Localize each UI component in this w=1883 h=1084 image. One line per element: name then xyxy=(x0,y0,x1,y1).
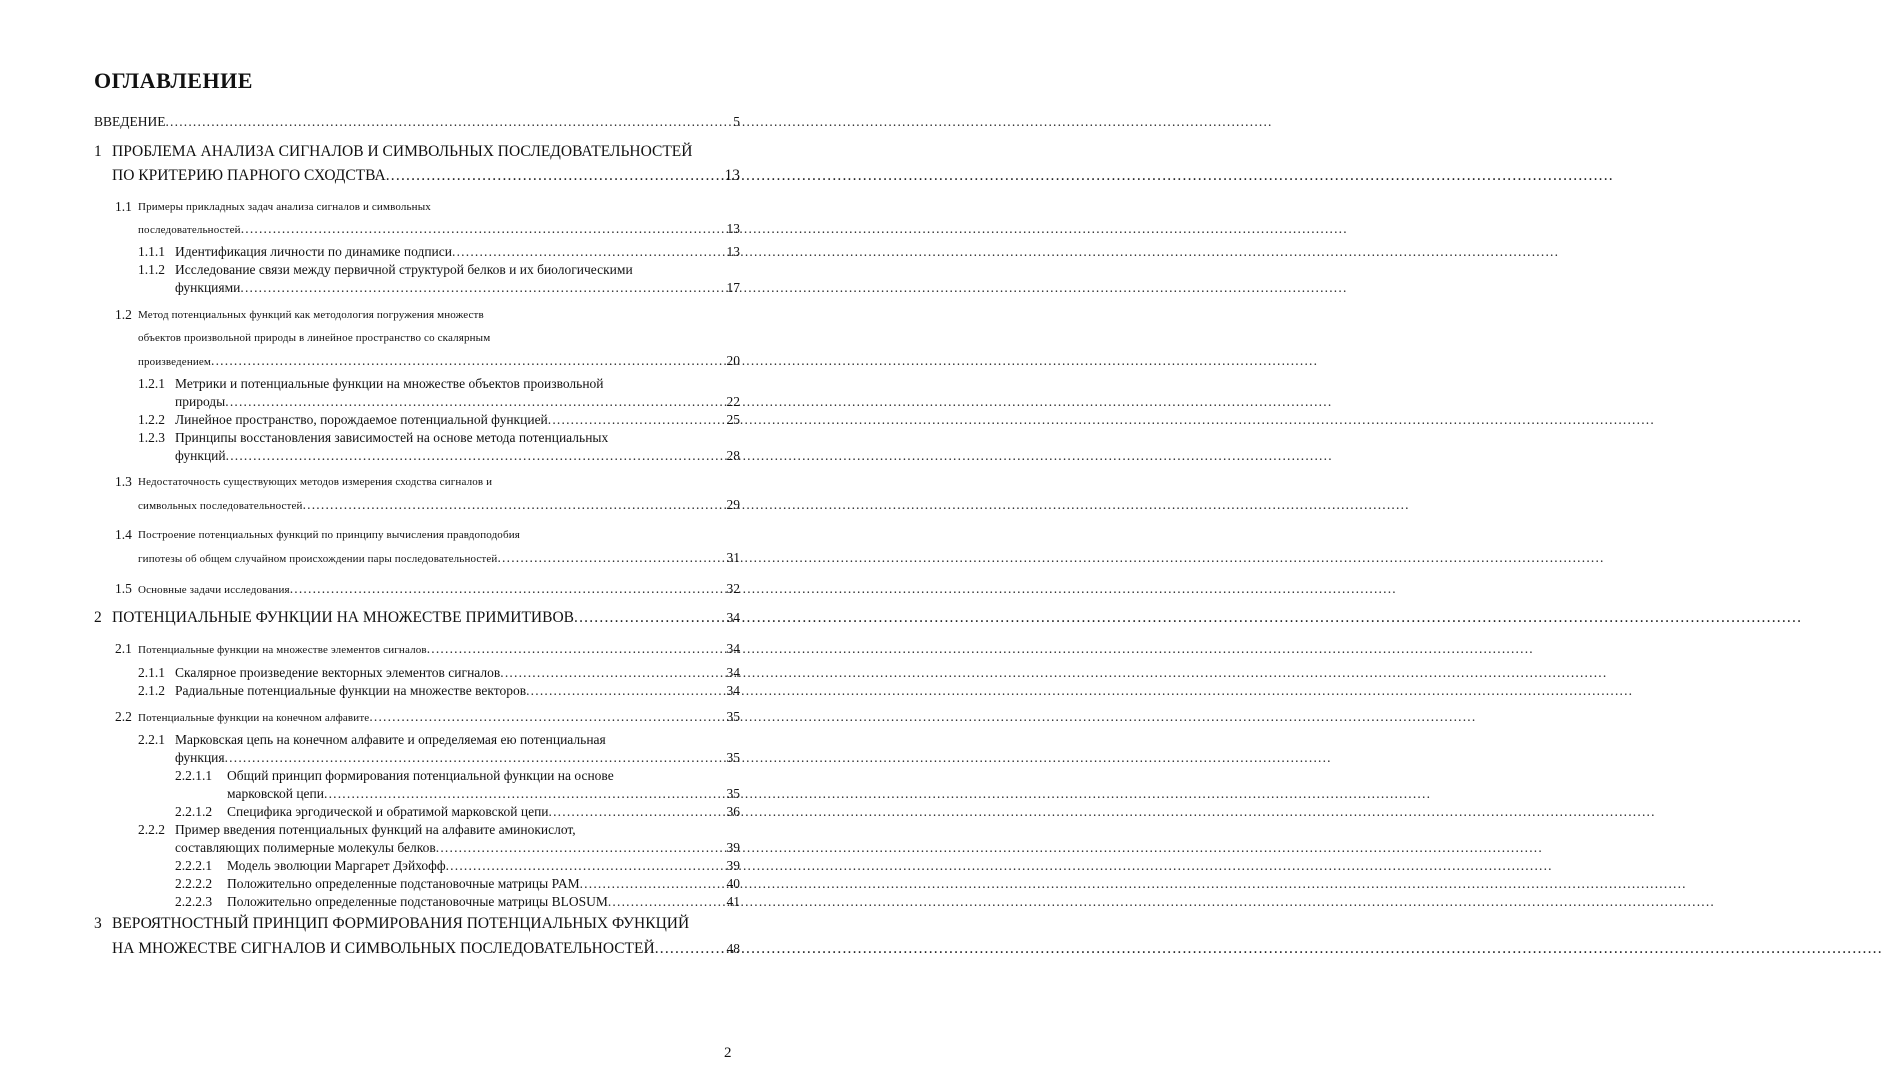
toc-chapter-number: 2 xyxy=(94,609,102,626)
toc-page-number: 48 xyxy=(726,941,740,956)
toc-page-number: 13 xyxy=(724,167,740,184)
toc-entry-2-1[interactable] xyxy=(115,640,740,659)
toc-entry-title: символьных последовательностей xyxy=(138,500,303,512)
toc-section-number: 1.4 xyxy=(115,527,132,542)
toc-subsection-title[interactable]: Марковская цепь на конечном алфавите и определяемая ею потенциальная xyxy=(175,732,606,747)
toc-entry-title: Положительно определенные подстановочные матрицы BLOSUM xyxy=(227,894,608,909)
toc-entry-2-2-2[interactable] xyxy=(175,839,740,857)
toc-page-number: 34 xyxy=(726,641,740,656)
toc-subsection-number: 2.1.1 xyxy=(138,665,165,680)
toc-entry-1-2-2[interactable] xyxy=(138,411,740,429)
toc-chapter-number: 1 xyxy=(94,143,102,160)
toc-entry-title: ВВЕДЕНИЕ xyxy=(94,114,166,129)
toc-entry-title: Скалярное произведение векторных элементов сигналов xyxy=(175,665,501,680)
toc-entry-title: составляющих полимерные молекулы белков xyxy=(175,840,436,855)
toc-entry-1-3[interactable] xyxy=(138,496,740,515)
leader-dots xyxy=(240,279,725,297)
toc-page-number: 40 xyxy=(726,876,740,891)
toc-page-number: 20 xyxy=(726,353,740,368)
toc-entry-title: Радиальные потенциальные функции на множестве векторов xyxy=(175,683,527,698)
toc-subsection-number: 2.1.2 xyxy=(138,683,165,698)
leader-dots xyxy=(497,549,725,567)
toc-entry-title: Специфика эргодической и обратимой марковской цепи xyxy=(227,804,549,819)
toc-chapter-number: 3 xyxy=(94,915,102,932)
toc-subsubsection-number: 2.2.1.2 xyxy=(175,804,213,819)
toc-entry-title: Основные задачи исследования xyxy=(138,584,290,596)
toc-chapter-title[interactable]: ПРОБЛЕМА АНАЛИЗА СИГНАЛОВ И СИМВОЛЬНЫХ ПОСЛЕДОВАТЕЛЬНОСТЕЙ xyxy=(112,143,693,160)
toc-subsection-title[interactable]: Исследование связи между первичной структурой белков и их биологическими xyxy=(175,262,633,277)
toc-page-number: 28 xyxy=(726,448,740,463)
toc-subsection-number: 1.2.1 xyxy=(138,376,165,391)
toc-page-number: 35 xyxy=(726,709,740,724)
toc-page-number: 5 xyxy=(733,114,740,129)
leader-dots xyxy=(655,940,726,958)
toc-section-number: 2.1 xyxy=(115,641,132,656)
toc-entry-1-5[interactable] xyxy=(115,580,740,599)
toc-subsection-title[interactable]: Метрики и потенциальные функции на множестве объектов произвольной xyxy=(175,376,604,391)
toc-entry-title: гипотезы об общем случайном происхождении пары последовательностей xyxy=(138,553,498,565)
toc-page-number: 13 xyxy=(726,244,740,259)
toc-entry-title: ПО КРИТЕРИЮ ПАРНОГО СХОДСТВА xyxy=(112,167,386,184)
toc-section-number: 1.5 xyxy=(115,581,132,596)
toc-entry-title: функциями xyxy=(175,280,241,295)
toc-entry-2-2-2-1[interactable] xyxy=(175,857,740,875)
toc-section-number: 1.3 xyxy=(115,474,132,489)
toc-entry-title: Потенциальные функции на множестве элементов сигналов xyxy=(138,644,427,656)
toc-subsection-number: 2.2.1 xyxy=(138,732,165,747)
toc-subsection-number: 1.1.1 xyxy=(138,244,165,259)
toc-page-number: 13 xyxy=(726,221,740,236)
leader-dots xyxy=(369,708,725,726)
leader-dots xyxy=(574,609,726,627)
leader-dots xyxy=(165,113,732,131)
leader-dots xyxy=(241,220,726,238)
leader-dots xyxy=(211,352,725,370)
leader-dots xyxy=(225,749,726,767)
leader-dots xyxy=(526,682,725,700)
toc-page-number: 39 xyxy=(726,840,740,855)
toc-entry-title: Идентификация личности по динамике подписи xyxy=(175,244,453,259)
toc-entry-title: функций xyxy=(175,448,226,463)
toc-entry-1-1-1[interactable] xyxy=(138,243,740,261)
toc-subsection-title[interactable]: Принципы восстановления зависимостей на основе метода потенциальных xyxy=(175,430,609,445)
leader-dots xyxy=(608,893,726,911)
toc-page-number: 34 xyxy=(726,610,740,625)
toc-section-title[interactable]: Построение потенциальных функций по принципу вычисления правдоподобия xyxy=(138,529,520,541)
toc-page-number: 35 xyxy=(726,750,740,765)
toc-entry-2-2-1[interactable] xyxy=(175,749,740,767)
toc-subsubsection-number: 2.2.2.3 xyxy=(175,894,213,909)
page-number: 2 xyxy=(724,1045,732,1061)
toc-subsection-number: 1.2.2 xyxy=(138,412,165,427)
toc-entry-title: марковской цепи xyxy=(227,786,324,801)
toc-subsection-title[interactable]: Пример введения потенциальных функций на алфавите аминокислот, xyxy=(175,822,576,837)
toc-page-number: 34 xyxy=(726,683,740,698)
toc-subsection-number: 2.2.2 xyxy=(138,822,165,837)
table-of-contents xyxy=(0,0,792,1084)
leader-dots xyxy=(548,411,726,429)
toc-entry-1-1-2[interactable] xyxy=(175,279,740,297)
toc-page-number: 32 xyxy=(726,581,740,596)
toc-entry-1[interactable] xyxy=(112,167,740,185)
toc-entry-3[interactable] xyxy=(112,940,740,958)
toc-entry-title: Потенциальные функции на конечном алфавите xyxy=(138,712,370,724)
leader-dots xyxy=(226,447,726,465)
toc-entry-1-1[interactable] xyxy=(138,220,740,239)
toc-entry-title: произведением xyxy=(138,356,212,368)
toc-entry-2-2-1-2[interactable] xyxy=(175,803,740,821)
leader-dots xyxy=(225,393,725,411)
toc-entry-2-1-1[interactable] xyxy=(138,664,740,682)
toc-subsubsection-title[interactable]: Общий принцип формирования потенциальной функции на основе xyxy=(227,768,614,783)
leader-dots xyxy=(446,857,726,875)
toc-section-title[interactable]: Недостаточность существующих методов измерения сходства сигналов и xyxy=(138,476,493,488)
toc-entry-1-4[interactable] xyxy=(138,549,740,568)
toc-subsubsection-number: 2.2.2.1 xyxy=(175,858,213,873)
toc-subsubsection-number: 2.2.1.1 xyxy=(175,768,213,783)
toc-entry-title: ПОТЕНЦИАЛЬНЫЕ ФУНКЦИИ НА МНОЖЕСТВЕ ПРИМИТИВОВ xyxy=(112,609,574,626)
toc-entry-title: Модель эволюции Маргарет Дэйхофф xyxy=(227,858,446,873)
toc-chapter-title[interactable]: ВЕРОЯТНОСТНЫЙ ПРИНЦИП ФОРМИРОВАНИЯ ПОТЕНЦИАЛЬНЫХ ФУНКЦИЙ xyxy=(112,915,690,932)
toc-entry-title: природы xyxy=(175,394,226,409)
toc-entry-2-2-2-2[interactable] xyxy=(175,875,740,893)
toc-entry-1-2[interactable] xyxy=(138,352,740,371)
toc-entry-2-2-1-1[interactable] xyxy=(227,785,740,803)
toc-entry-title: НА МНОЖЕСТВЕ СИГНАЛОВ И СИМВОЛЬНЫХ ПОСЛЕДОВАТЕЛЬНОСТЕЙ xyxy=(112,940,655,957)
toc-page-number: 34 xyxy=(726,665,740,680)
leader-dots xyxy=(436,839,726,857)
leader-dots xyxy=(290,580,726,598)
toc-entry-2[interactable] xyxy=(94,609,740,627)
leader-dots xyxy=(303,496,726,514)
toc-subsubsection-number: 2.2.2.2 xyxy=(175,876,213,891)
toc-entry-title: последовательностей xyxy=(138,224,241,236)
toc-page-number: 36 xyxy=(726,804,740,819)
toc-page-number: 29 xyxy=(726,497,740,512)
toc-section-number: 2.2 xyxy=(115,709,132,724)
toc-page-number: 22 xyxy=(726,394,740,409)
toc-section-number: 1.2 xyxy=(115,307,132,322)
toc-subsection-number: 1.2.3 xyxy=(138,430,165,445)
leader-dots xyxy=(452,243,725,261)
toc-section-title[interactable]: Примеры прикладных задач анализа сигналов и символьных xyxy=(138,201,431,213)
leader-dots xyxy=(580,875,726,893)
toc-page-number: 25 xyxy=(726,412,740,427)
toc-section-title[interactable]: Метод потенциальных функций как методология погружения множеств xyxy=(138,309,484,321)
leader-dots xyxy=(324,785,726,803)
toc-page-number: 31 xyxy=(726,550,740,565)
toc-section-title[interactable]: объектов произвольной природы в линейное пространство со скалярным xyxy=(138,332,491,344)
page-title: ОГЛАВЛЕНИЕ xyxy=(94,68,253,93)
toc-section-number: 1.1 xyxy=(115,199,132,214)
leader-dots xyxy=(500,664,725,682)
toc-subsection-number: 1.1.2 xyxy=(138,262,165,277)
toc-page-number: 41 xyxy=(726,894,740,909)
toc-entry-2-2[interactable] xyxy=(115,708,740,727)
toc-entry-1-2-1[interactable] xyxy=(175,393,740,411)
toc-entry-title: Линейное пространство, порождаемое потенциальной функцией xyxy=(175,412,548,427)
toc-page-number: 35 xyxy=(726,786,740,801)
toc-page-number: 39 xyxy=(726,858,740,873)
toc-entry-2-2-2-3[interactable] xyxy=(175,893,740,911)
leader-dots xyxy=(427,640,726,658)
leader-dots xyxy=(549,803,726,821)
toc-entry-2-1-2[interactable] xyxy=(138,682,740,700)
leader-dots xyxy=(386,167,724,185)
toc-entry-intro[interactable] xyxy=(94,113,740,131)
toc-entry-title: функция xyxy=(175,750,225,765)
toc-page-number: 17 xyxy=(726,280,740,295)
toc-entry-title: Положительно определенные подстановочные матрицы PAM xyxy=(227,876,580,891)
toc-entry-1-2-3[interactable] xyxy=(175,447,740,465)
